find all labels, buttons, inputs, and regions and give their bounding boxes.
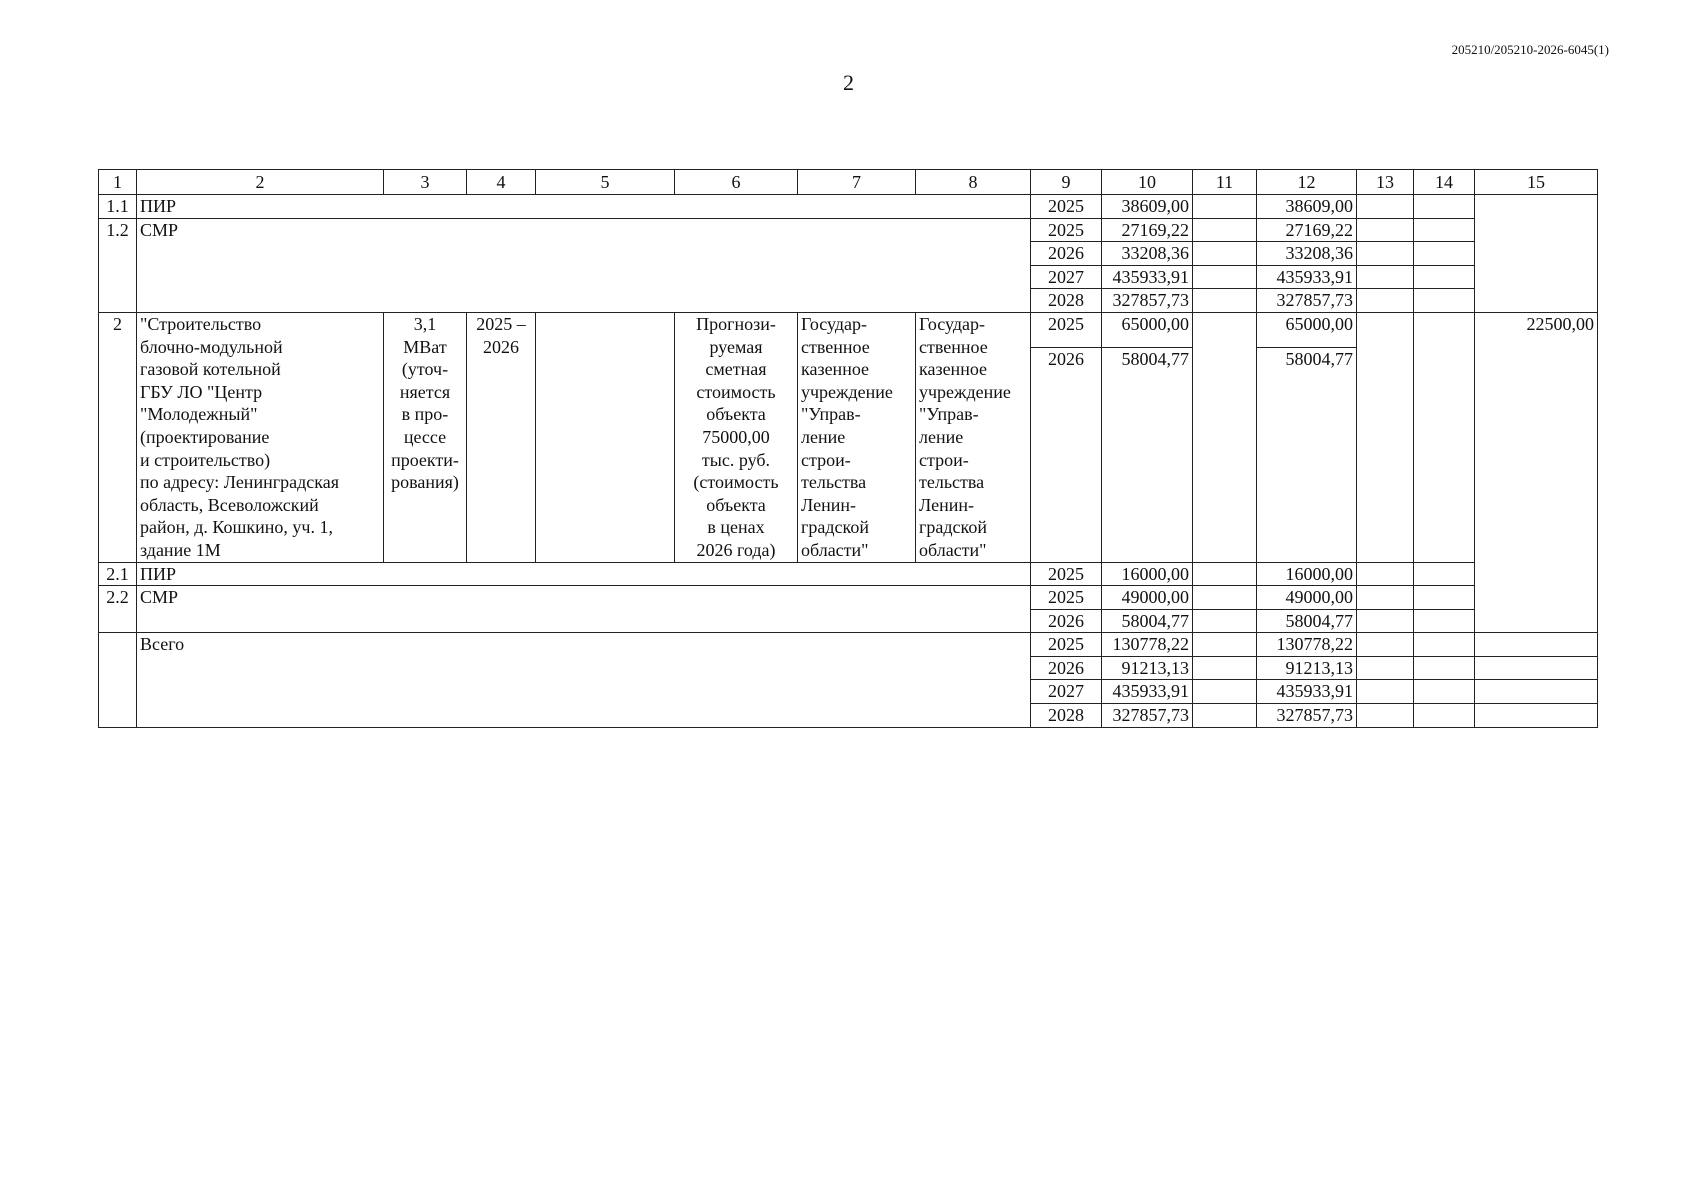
amount-cell: 33208,36 <box>1257 242 1357 266</box>
amount-cell: 435933,91 <box>1257 265 1357 289</box>
amount-cell: 58004,77 <box>1257 347 1357 562</box>
empty-cell <box>1475 195 1598 313</box>
amount-cell: 435933,91 <box>1102 265 1193 289</box>
total-label: Всего <box>137 633 1031 727</box>
empty-cell <box>1357 633 1414 657</box>
amount-cell-15: 22500,00 <box>1475 312 1598 632</box>
empty-cell <box>1193 195 1257 219</box>
row-label: СМР <box>137 218 1031 312</box>
empty-cell <box>1193 312 1257 562</box>
amount-cell: 33208,36 <box>1102 242 1193 266</box>
amount-cell: 65000,00 <box>1257 312 1357 347</box>
year-cell: 2025 <box>1031 562 1102 586</box>
table-row <box>99 633 1598 657</box>
year-cell: 2025 <box>1031 195 1102 219</box>
empty-cell <box>1193 562 1257 586</box>
header-cell: 13 <box>1357 170 1414 195</box>
amount-cell: 58004,77 <box>1102 609 1193 633</box>
empty-cell <box>1475 633 1598 657</box>
year-cell: 2028 <box>1031 289 1102 313</box>
empty-cell <box>1414 562 1475 586</box>
amount-cell: 58004,77 <box>1257 609 1357 633</box>
header-cell: 3 <box>384 170 467 195</box>
table-row <box>99 195 1598 219</box>
header-cell: 8 <box>916 170 1031 195</box>
empty-cell <box>1357 265 1414 289</box>
empty-cell <box>1193 609 1257 633</box>
table-row <box>99 312 1598 347</box>
empty-cell <box>1414 609 1475 633</box>
header-cell: 7 <box>798 170 916 195</box>
year-cell: 2026 <box>1031 656 1102 680</box>
header-cell: 10 <box>1102 170 1193 195</box>
empty-cell <box>1414 289 1475 313</box>
empty-cell <box>1475 680 1598 704</box>
year-cell: 2028 <box>1031 704 1102 728</box>
empty-cell <box>1193 680 1257 704</box>
year-cell: 2026 <box>1031 609 1102 633</box>
amount-cell: 327857,73 <box>1257 704 1357 728</box>
amount-cell: 435933,91 <box>1257 680 1357 704</box>
row-number: 2 <box>99 312 137 562</box>
empty-cell <box>1193 218 1257 242</box>
amount-cell: 91213,13 <box>1102 656 1193 680</box>
empty-cell <box>1357 242 1414 266</box>
empty-cell <box>1414 680 1475 704</box>
empty-cell <box>1357 289 1414 313</box>
empty-cell <box>99 633 137 727</box>
header-cell: 15 <box>1475 170 1598 195</box>
empty-cell <box>1357 704 1414 728</box>
amount-cell: 130778,22 <box>1257 633 1357 657</box>
financing-table <box>98 169 1598 728</box>
row-number: 1.2 <box>99 218 137 312</box>
object-cost: Прогнози- руемая сметная стоимость объекта 75000,00 тыс. руб. (стоимость объекта в ценах 2026 года) <box>675 312 798 562</box>
empty-cell <box>1475 704 1598 728</box>
empty-cell <box>1414 656 1475 680</box>
empty-cell <box>1357 312 1414 562</box>
empty-cell <box>1357 609 1414 633</box>
year-cell: 2027 <box>1031 265 1102 289</box>
amount-cell: 65000,00 <box>1102 312 1193 347</box>
document-id: 205210/205210-2026-6045(1) <box>1451 42 1609 57</box>
amount-cell: 38609,00 <box>1102 195 1193 219</box>
page-number: 2 <box>843 70 854 95</box>
row-label: ПИР <box>137 195 1031 219</box>
empty-cell <box>1414 265 1475 289</box>
empty-cell <box>1357 586 1414 610</box>
row-label: СМР <box>137 586 1031 633</box>
header-cell: 9 <box>1031 170 1102 195</box>
amount-cell: 91213,13 <box>1257 656 1357 680</box>
amount-cell: 38609,00 <box>1257 195 1357 219</box>
header-row <box>99 170 1598 195</box>
empty-cell <box>1475 656 1598 680</box>
object-name: "Строительство блочно-модульной газовой котельной ГБУ ЛО "Центр "Молодежный" (проектирование и строительство) по адресу: Ленинградская область, Всеволожский район, д. Кошкино, уч. 1, здание 1М <box>137 312 384 562</box>
header-cell: 14 <box>1414 170 1475 195</box>
amount-cell: 16000,00 <box>1257 562 1357 586</box>
amount-cell: 27169,22 <box>1257 218 1357 242</box>
amount-cell: 327857,73 <box>1102 289 1193 313</box>
row-number: 2.1 <box>99 562 137 586</box>
year-cell: 2025 <box>1031 312 1102 347</box>
empty-cell <box>1414 704 1475 728</box>
amount-cell: 435933,91 <box>1102 680 1193 704</box>
header-cell: 11 <box>1193 170 1257 195</box>
table-row <box>99 586 1598 610</box>
empty-cell <box>1414 586 1475 610</box>
amount-cell: 49000,00 <box>1102 586 1193 610</box>
year-cell: 2025 <box>1031 218 1102 242</box>
empty-cell <box>1414 195 1475 219</box>
empty-cell <box>1193 586 1257 610</box>
empty-cell <box>1357 218 1414 242</box>
amount-cell: 27169,22 <box>1102 218 1193 242</box>
amount-cell: 130778,22 <box>1102 633 1193 657</box>
empty-cell <box>1414 312 1475 562</box>
header-cell: 4 <box>467 170 536 195</box>
header-cell: 6 <box>675 170 798 195</box>
empty-cell <box>1193 265 1257 289</box>
empty-cell <box>1193 633 1257 657</box>
amount-cell: 58004,77 <box>1102 347 1193 562</box>
row-label: ПИР <box>137 562 1031 586</box>
year-cell: 2025 <box>1031 633 1102 657</box>
empty-cell <box>1414 218 1475 242</box>
year-cell: 2026 <box>1031 242 1102 266</box>
header-cell: 1 <box>99 170 137 195</box>
empty-cell <box>1357 195 1414 219</box>
empty-cell <box>1357 680 1414 704</box>
object-developer: Государ- ственное казенное учреждение "Управ- ление строи- тельства Ленин- градской области" <box>916 312 1031 562</box>
empty-cell <box>536 312 675 562</box>
year-cell: 2026 <box>1031 347 1102 562</box>
header-cell: 12 <box>1257 170 1357 195</box>
empty-cell <box>1193 289 1257 313</box>
empty-cell <box>1414 242 1475 266</box>
amount-cell: 49000,00 <box>1257 586 1357 610</box>
row-number: 1.1 <box>99 195 137 219</box>
header-cell: 5 <box>536 170 675 195</box>
table-row <box>99 218 1598 242</box>
amount-cell: 327857,73 <box>1257 289 1357 313</box>
empty-cell <box>1193 704 1257 728</box>
empty-cell <box>1414 633 1475 657</box>
empty-cell <box>1193 656 1257 680</box>
amount-cell: 16000,00 <box>1102 562 1193 586</box>
empty-cell <box>1357 562 1414 586</box>
row-number: 2.2 <box>99 586 137 633</box>
year-cell: 2025 <box>1031 586 1102 610</box>
object-period: 2025 – 2026 <box>467 312 536 562</box>
amount-cell: 327857,73 <box>1102 704 1193 728</box>
object-customer: Государ- ственное казенное учреждение "Управ- ление строи- тельства Ленин- градской области" <box>798 312 916 562</box>
table-row <box>99 562 1598 586</box>
object-capacity: 3,1 МВат (уточ- няется в про- цессе проекти- рования) <box>384 312 467 562</box>
empty-cell <box>1357 656 1414 680</box>
header-cell: 2 <box>137 170 384 195</box>
empty-cell <box>1193 242 1257 266</box>
year-cell: 2027 <box>1031 680 1102 704</box>
